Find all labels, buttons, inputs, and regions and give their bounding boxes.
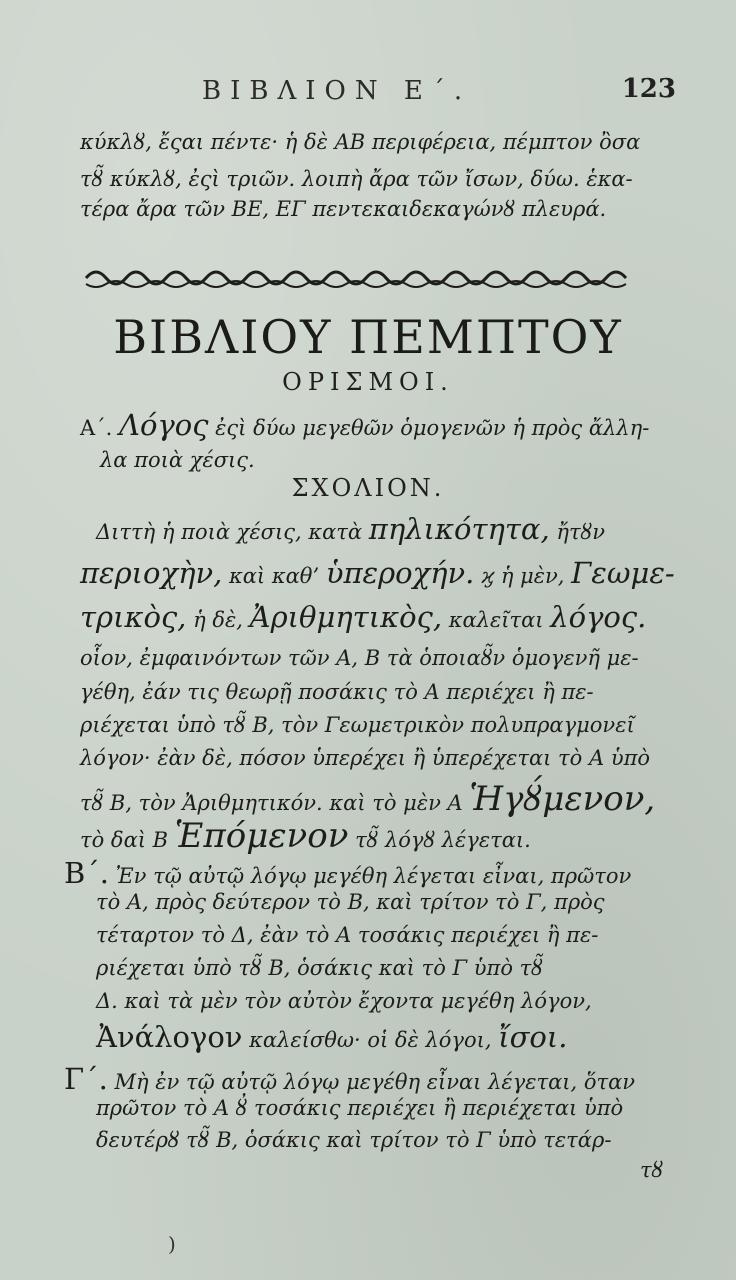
page-number: 123 <box>621 74 676 104</box>
scholion-line-8 <box>80 779 655 820</box>
scholion-line-7: λόγον· ἐὰν δὲ, πόσον ὑπερέχει ἢ ὑπερέχεται τὸ Α ὑπὸ <box>80 746 651 770</box>
definition-a-line-2: λα ποιὰ χέσις. <box>100 448 255 472</box>
definition-b-text: καλείσθω· οἱ δὲ λόγοι, <box>249 1028 492 1052</box>
definition-a-marker: Α΄. <box>80 416 113 440</box>
definition-b-line-4: ριέχεται ὑπὸ τȣ̃ Β, ὁσάκις καὶ τὸ Γ ὑπὸ τȣ̃ <box>96 956 543 980</box>
term-yperochin: ὑπεροχήν. <box>325 556 475 590</box>
intro-line-1: κύκλȣ, ἔςαι πέντε· ἡ δὲ ΑΒ περιφέρεια, πέμπτον ὂσα <box>80 130 641 154</box>
definition-c-line-2: πρῶτον τὸ Α ȣ̓ τοσάκις περιέχει ἢ περιέχεται ὑπὸ <box>96 1096 624 1120</box>
definition-a-term: Λόγος <box>119 408 209 442</box>
page-header <box>0 72 736 112</box>
running-head: ΒΙΒΛΙΟΝ Ε΄. <box>202 76 472 106</box>
definition-a-text: ἐςὶ δύω μεγεθῶν ὁμογενῶν ἡ πρὸς ἄλλη- <box>215 416 650 440</box>
definition-b-line-1 <box>64 856 631 891</box>
scholion-text: καλεῖται <box>448 608 544 632</box>
scholion-text: καὶ καθ’ <box>228 564 320 588</box>
term-epomenon: Ἑπόμενον <box>174 816 349 856</box>
scholion-line-5: γέθη, ἐάν τις θεωρῇ ποσάκις τὸ Α περιέχει ἢ πε- <box>80 680 594 704</box>
scholion-line-2 <box>80 556 675 591</box>
catchword: τȣ <box>640 1158 664 1182</box>
term-periochin: περιοχὴν, <box>80 556 223 590</box>
definition-c-line-3: δευτέρȣ τȣ̃ Β, ὁσάκις καὶ τρίτον τὸ Γ ὑπὸ τετάρ- <box>96 1128 612 1152</box>
scholion-text: ἡ δὲ, <box>193 608 243 632</box>
scholion-line-1 <box>96 512 605 547</box>
scholion-line-4: οἷον, ἐμφαινόντων τῶν Α, Β τὰ ὁποιαȣ̃ν ὁμογενῆ με- <box>80 646 639 670</box>
scholion-text: ἤτȣν <box>556 520 605 544</box>
definition-b-line-3: τέταρτον τὸ Δ, ἐὰν τὸ Α τοσάκις περιέχει ἢ πε- <box>96 923 599 947</box>
book-title: ΒΙΒΛΙΟΥ ΠΕΜΠΤΟΥ <box>113 310 623 364</box>
term-pelikotita: πηλικότητα, <box>368 512 550 546</box>
definition-b-text: Ἐν τῷ αὐτῷ λόγῳ μεγέθη λέγεται εἶναι, πρῶτον <box>115 864 632 888</box>
scholion-text: τȣ̃ Β, τὸν Ἀριθμητικόν. καὶ τὸ μὲν Α <box>80 791 463 815</box>
scholion-text: Διττὴ ἡ ποιὰ χέσις, κατὰ <box>96 520 363 544</box>
scholion-heading: ΣΧΟΛΙΟΝ. <box>291 474 445 502</box>
definition-b-line-5: Δ. καὶ τὰ μὲν τὸν αὐτὸν ἔχοντα μεγέθη λόγον, <box>96 989 592 1013</box>
definition-a-line-1 <box>80 408 649 443</box>
term-igoumenon: Ἡγȣ́μενον, <box>469 779 656 819</box>
definition-b-line-6 <box>96 1020 567 1055</box>
term-arithmitikos: Ἀριθμητικὸς, <box>249 600 443 634</box>
term-isoi: ἴσοι. <box>498 1020 568 1054</box>
footer-mark: ) <box>168 1232 176 1256</box>
definition-c-text: Μὴ ἐν τῷ αὐτῷ λόγῳ μεγέθη εἶναι λέγεται, ὅταν <box>114 1070 636 1094</box>
term-geometrikos: Γεωμε- <box>571 556 675 590</box>
scholion-line-9 <box>80 816 531 857</box>
term-analogon: Ἀνάλογον <box>96 1020 243 1054</box>
term-geometrikos-end: τρικὸς, <box>80 600 187 634</box>
term-logos: λόγος. <box>550 600 647 634</box>
intro-line-3: τέρα ἄρα τῶν ΒΕ, ΕΓ πεντεκαιδεκαγώνȣ πλευρά. <box>80 197 607 221</box>
intro-line-2: τȣ̃ κύκλȣ, ἐςὶ τριῶν. λοιπὴ ἄρα τῶν ἴσων, δύω. ἑκα- <box>80 167 633 191</box>
definitions-heading: ΟΡΙΣΜΟΙ. <box>282 368 454 396</box>
scholion-text: τὸ δαὶ Β <box>80 828 169 852</box>
scholion-line-6: ριέχεται ὑπὸ τȣ̃ Β, τὸν Γεωμετρικὸν πολυπραγμονεῖ <box>80 713 635 737</box>
scholion-text: τȣ̃ λόγȣ λέγεται. <box>355 828 531 852</box>
definition-b-line-2: τὸ Α, πρὸς δεύτερον τὸ Β, καὶ τρίτον τὸ Γ, πρὸς <box>96 890 605 914</box>
definition-c-marker: Γ΄. <box>64 1062 108 1096</box>
definition-b-marker: Β΄. <box>64 856 110 890</box>
definition-c-line-1 <box>64 1062 635 1097</box>
scholion-text: ϗ ἡ μὲν, <box>481 564 565 588</box>
scholion-line-3 <box>80 600 646 635</box>
decorative-ornament <box>82 264 634 292</box>
